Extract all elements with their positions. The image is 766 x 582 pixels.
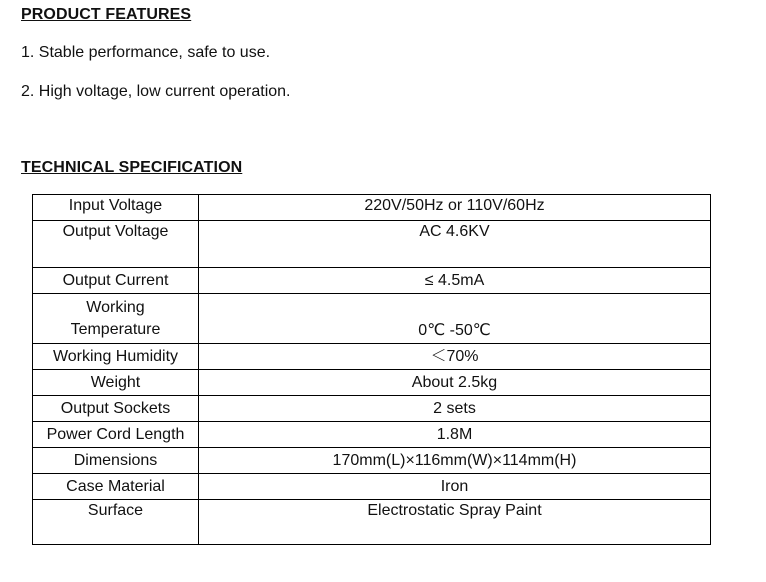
- spec-label: Surface: [33, 500, 199, 545]
- spec-value: 0℃ -50℃: [199, 294, 711, 344]
- spec-label: Input Voltage: [33, 195, 199, 221]
- table-row: [33, 396, 711, 422]
- table-row: [33, 448, 711, 474]
- feature-item: 1. Stable performance, safe to use.: [21, 44, 271, 61]
- spec-label: Output Sockets: [33, 396, 199, 422]
- table-row: [33, 195, 711, 221]
- table-row: [33, 422, 711, 448]
- spec-label: Case Material: [33, 474, 199, 500]
- spec-label: Output Current: [33, 268, 199, 294]
- spec-value: 220V/50Hz or 110V/60Hz: [199, 195, 711, 221]
- table-row: [33, 268, 711, 294]
- spec-label-line: Working: [86, 298, 145, 316]
- spec-label: Weight: [33, 370, 199, 396]
- product-features-heading: PRODUCT FEATURES: [21, 6, 192, 23]
- spec-label: Power Cord Length: [33, 422, 199, 448]
- table-row: [33, 474, 711, 500]
- spec-label-line: Temperature: [70, 320, 161, 338]
- spec-value: 1.8M: [199, 422, 711, 448]
- table-row: [33, 221, 711, 268]
- feature-item: 2. High voltage, low current operation.: [21, 83, 291, 100]
- spec-value: About 2.5kg: [199, 370, 711, 396]
- table-row: [33, 294, 711, 344]
- spec-value: ≤ 4.5mA: [199, 268, 711, 294]
- spec-value: 2 sets: [199, 396, 711, 422]
- spec-value: AC 4.6KV: [199, 221, 711, 268]
- table-row: [33, 344, 711, 370]
- table-row: [33, 500, 711, 545]
- table-row: [33, 370, 711, 396]
- spec-value: ＜70%: [199, 344, 711, 370]
- spec-label: [33, 294, 199, 344]
- technical-specification-heading: TECHNICAL SPECIFICATION: [21, 159, 243, 176]
- spec-label: Dimensions: [33, 448, 199, 474]
- spec-value: Electrostatic Spray Paint: [199, 500, 711, 545]
- spec-label: Output Voltage: [33, 221, 199, 268]
- specification-table: [32, 194, 711, 545]
- spec-value: Iron: [199, 474, 711, 500]
- spec-value: 170mm(L)×116mm(W)×114mm(H): [199, 448, 711, 474]
- spec-label: Working Humidity: [33, 344, 199, 370]
